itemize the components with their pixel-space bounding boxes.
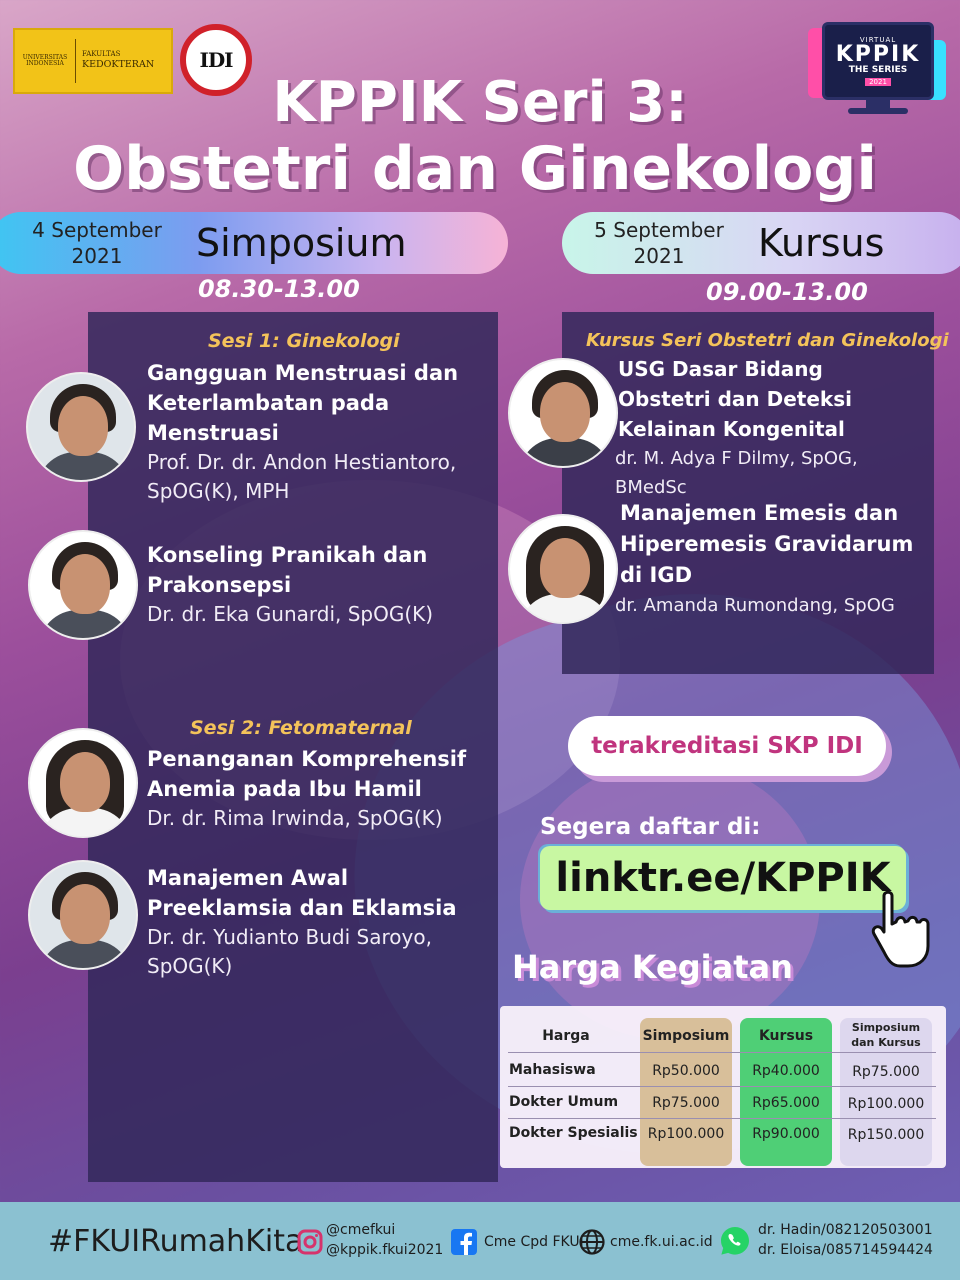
whatsapp-contact[interactable]: dr. Eloisa/085714594424 [758, 1242, 933, 1258]
talk-speaker: Dr. dr. Eka Gunardi, SpOG(K) [147, 602, 434, 626]
faculty-label [82, 50, 154, 71]
register-link[interactable]: linktr.ee/KPPIK [540, 846, 906, 910]
photo-body [36, 452, 130, 482]
talk-speaker: dr. M. Adya F Dilmy, SpOG, BMedSc [615, 448, 858, 498]
talk-item [147, 358, 487, 506]
row-label: Dokter Umum [509, 1094, 619, 1110]
table-header: Harga [542, 1028, 590, 1044]
talk-speaker: Prof. Dr. dr. Andon Hestiantoro, SpOG(K), MPH [147, 450, 457, 503]
table-header: Simposium dan Kursus [851, 1021, 921, 1049]
footer-bar [0, 1202, 960, 1280]
page-title: KPPIK Seri 3: [272, 70, 688, 135]
instagram-handle[interactable]: @kppik.fkui2021 [326, 1242, 444, 1258]
talk-item [147, 540, 487, 629]
simposium-banner [0, 212, 508, 274]
price-cell: Rp75.000 [852, 1064, 920, 1080]
register-label: Segera daftar di: [540, 814, 761, 840]
instagram-handle[interactable]: @cmefkui [326, 1222, 396, 1238]
talk-item [147, 863, 487, 981]
talk-item [618, 354, 918, 444]
talk-item [615, 591, 935, 620]
badge-year: 2021 [865, 78, 891, 86]
globe-icon [578, 1228, 606, 1256]
whatsapp-icon[interactable] [718, 1224, 752, 1258]
table-divider [508, 1118, 936, 1119]
talk-speaker: Dr. dr. Rima Irwinda, SpOG(K) [147, 806, 443, 830]
photo-body [518, 438, 612, 468]
price-cell: Rp65.000 [752, 1095, 820, 1111]
session-title: Sesi 1: Ginekologi [208, 330, 400, 352]
price-cell: Rp100.000 [847, 1096, 925, 1112]
table-header: Simposium [642, 1028, 730, 1044]
photo-face [540, 538, 590, 598]
event-time: 08.30-13.00 [198, 275, 360, 303]
speaker-photo [28, 728, 138, 838]
instagram-icon[interactable] [296, 1228, 324, 1256]
faculty-name: KEDOKTERAN [82, 59, 155, 71]
whatsapp-contact[interactable]: dr. Hadin/082120503001 [758, 1222, 933, 1238]
speaker-photo [508, 358, 618, 468]
badge-sub: THE SERIES [848, 65, 908, 76]
photo-body [38, 940, 132, 970]
talk-topic: Manajemen Awal Preeklamsia dan Eklamsia [147, 866, 457, 920]
talk-topic: Penanganan Komprehensif Anemia pada Ibu Hamil [147, 747, 467, 801]
pricing-table [500, 1006, 946, 1168]
facebook-page[interactable]: Cme Cpd FKUI [484, 1234, 584, 1250]
faculty-small: FAKULTAS [82, 50, 121, 59]
course-title: Kursus Seri Obstetri dan Ginekologi [586, 330, 949, 351]
talk-item [620, 498, 930, 591]
price-cell: Rp90.000 [752, 1126, 820, 1142]
event-date: 4 September 2021 [32, 218, 162, 268]
price-cell: Rp40.000 [752, 1063, 820, 1079]
price-cell: Rp150.000 [847, 1127, 925, 1143]
event-type: Simposium [196, 221, 407, 265]
talk-speaker: dr. Amanda Rumondang, SpOG [615, 595, 895, 616]
price-cell: Rp50.000 [652, 1063, 720, 1079]
pricing-title: Harga Kegiatan [512, 948, 793, 986]
badge-top: VIRTUAL [859, 36, 897, 45]
website-link[interactable]: cme.fk.ui.ac.id [610, 1234, 713, 1250]
photo-face [60, 554, 110, 614]
photo-body [38, 610, 132, 640]
row-label: Mahasiswa [509, 1062, 596, 1078]
price-cell: Rp75.000 [652, 1095, 720, 1111]
talk-topic: USG Dasar Bidang Obstetri dan Deteksi Kelainan Kongenital [618, 357, 852, 441]
instagram-handles[interactable] [326, 1220, 443, 1260]
photo-face [60, 752, 110, 812]
photo-face [540, 382, 590, 442]
talk-speaker: Dr. dr. Yudianto Budi Saroyo, SpOG(K) [147, 925, 432, 978]
whatsapp-contacts[interactable] [758, 1220, 933, 1260]
page-subtitle: Obstetri dan Ginekologi [73, 134, 877, 204]
talk-topic: Manajemen Emesis dan Hiperemesis Gravidarum di IGD [620, 501, 914, 587]
hashtag: #FKUIRumahKita [48, 1224, 304, 1259]
event-time: 09.00-13.00 [706, 278, 868, 306]
speaker-photo [28, 860, 138, 970]
photo-face [58, 396, 108, 456]
price-cell: Rp100.000 [647, 1126, 725, 1142]
crest-text: UNIVERSITAS INDONESIA [22, 53, 68, 67]
event-type: Kursus [758, 221, 885, 265]
event-date: 5 September 2021 [594, 218, 724, 268]
table-divider [508, 1086, 936, 1087]
talk-item [615, 444, 935, 502]
row-label: Dokter Spesialis [509, 1125, 638, 1141]
pointing-hand-icon [870, 890, 940, 970]
badge-main: KPPIK [835, 42, 921, 68]
talk-item [147, 744, 487, 833]
speaker-photo [26, 372, 136, 482]
table-header: Kursus [758, 1028, 814, 1044]
session-title: Sesi 2: Fetomaternal [190, 717, 412, 739]
facebook-icon[interactable] [450, 1228, 478, 1256]
kursus-banner [562, 212, 960, 274]
talk-topic: Gangguan Menstruasi dan Keterlambatan pada Menstruasi [147, 361, 459, 445]
speaker-photo [28, 530, 138, 640]
talk-topic: Konseling Pranikah dan Prakonsepsi [147, 543, 428, 597]
idi-logo-text: IDI [199, 48, 233, 72]
table-divider [508, 1052, 936, 1053]
speaker-photo [508, 514, 618, 624]
accreditation-badge: terakreditasi SKP IDI [568, 716, 886, 776]
photo-face [60, 884, 110, 944]
